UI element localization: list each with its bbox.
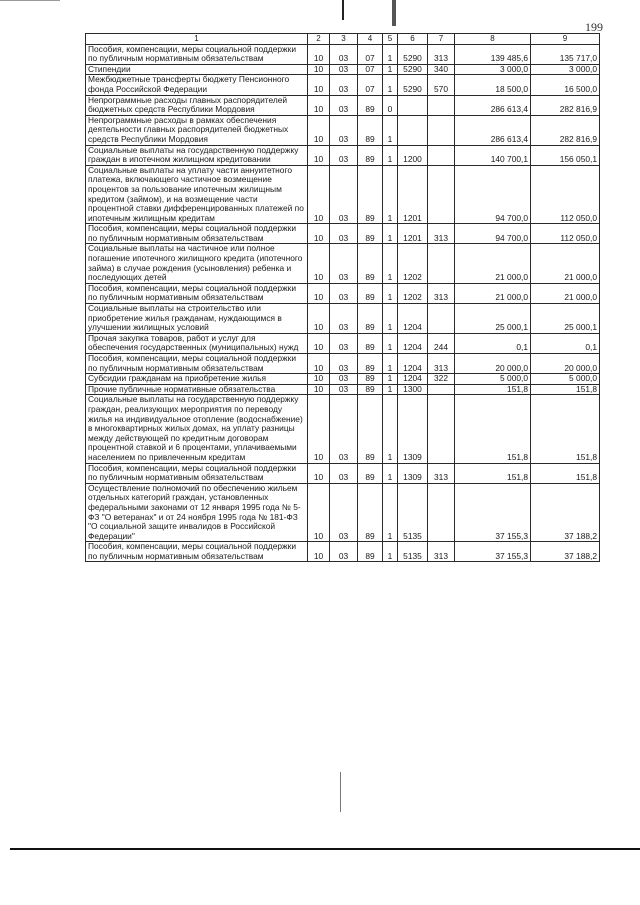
cell-c8: 151,8 (455, 384, 531, 395)
cell-c2: 10 (308, 304, 330, 334)
scan-mark-corner (0, 0, 60, 1)
cell-c7 (428, 145, 455, 165)
cell-c3: 03 (330, 333, 358, 353)
cell-c9: 151,8 (531, 463, 600, 483)
cell-c2: 10 (308, 483, 330, 542)
cell-c7 (428, 384, 455, 395)
cell-c7 (428, 483, 455, 542)
cell-c4: 89 (358, 304, 383, 334)
cell-c3: 03 (330, 483, 358, 542)
budget-table (85, 33, 600, 562)
cell-c2: 10 (308, 224, 330, 244)
cell-c8: 151,8 (455, 395, 531, 463)
cell-c3: 03 (330, 95, 358, 115)
row-label: Субсидии гражданам на приобретение жилья (86, 374, 308, 385)
cell-c3: 03 (330, 75, 358, 95)
cell-c4: 89 (358, 95, 383, 115)
table-row (86, 115, 600, 145)
cell-c7: 313 (428, 354, 455, 374)
cell-c9: 3 000,0 (531, 64, 600, 75)
cell-c8: 151,8 (455, 463, 531, 483)
table-row (86, 333, 600, 353)
table-row (86, 165, 600, 224)
cell-c8: 286 613,4 (455, 115, 531, 145)
column-header-2: 2 (308, 34, 330, 45)
cell-c6: 1202 (398, 283, 428, 303)
row-label: Социальные выплаты на уплату части аннуитетного платежа, включающего частичное возмещение процентов за пользование ипотечным жилищным кредитом (займом), и на возмещение части процентной ставки дифференцированных платежей по ипотечным жилищным кредитам (86, 165, 308, 224)
cell-c2: 10 (308, 354, 330, 374)
cell-c5: 0 (383, 95, 398, 115)
row-label: Пособия, компенсации, меры социальной поддержки по публичным нормативным обязательствам (86, 283, 308, 303)
row-label: Межбюджетные трансферты бюджету Пенсионного фонда Российской Федерации (86, 75, 308, 95)
cell-c9: 282 816,9 (531, 95, 600, 115)
cell-c4: 89 (358, 165, 383, 224)
cell-c4: 89 (358, 333, 383, 353)
cell-c2: 10 (308, 95, 330, 115)
column-header-5: 5 (383, 34, 398, 45)
table-row (86, 145, 600, 165)
cell-c5: 1 (383, 75, 398, 95)
cell-c4: 89 (358, 283, 383, 303)
cell-c8: 20 000,0 (455, 354, 531, 374)
cell-c6: 5290 (398, 64, 428, 75)
cell-c8: 140 700,1 (455, 145, 531, 165)
cell-c4: 89 (358, 354, 383, 374)
cell-c9: 151,8 (531, 395, 600, 463)
cell-c5: 1 (383, 44, 398, 64)
cell-c7: 313 (428, 44, 455, 64)
cell-c2: 10 (308, 44, 330, 64)
table-row (86, 374, 600, 385)
table-row (86, 304, 600, 334)
cell-c2: 10 (308, 64, 330, 75)
cell-c8: 94 700,0 (455, 224, 531, 244)
cell-c2: 10 (308, 165, 330, 224)
cell-c9: 5 000,0 (531, 374, 600, 385)
cell-c2: 10 (308, 145, 330, 165)
cell-c3: 03 (330, 384, 358, 395)
cell-c2: 10 (308, 384, 330, 395)
cell-c7: 313 (428, 542, 455, 562)
cell-c3: 03 (330, 44, 358, 64)
scan-mark-top-2 (392, 0, 396, 26)
cell-c4: 89 (358, 115, 383, 145)
cell-c9: 112 050,0 (531, 224, 600, 244)
cell-c6: 1204 (398, 304, 428, 334)
row-label: Социальные выплаты на государственную поддержку граждан в ипотечном жилищном кредитовании (86, 145, 308, 165)
cell-c8: 25 000,1 (455, 304, 531, 334)
cell-c8: 5 000,0 (455, 374, 531, 385)
cell-c7 (428, 95, 455, 115)
cell-c9: 151,8 (531, 384, 600, 395)
cell-c2: 10 (308, 395, 330, 463)
row-label: Социальные выплаты на частичное или полное погашение ипотечного жилищного кредита (ипотечного займа) в случае рождения (усыновления) ребенка и последующих детей (86, 244, 308, 283)
cell-c6: 5290 (398, 75, 428, 95)
cell-c9: 0,1 (531, 333, 600, 353)
cell-c5: 1 (383, 463, 398, 483)
cell-c8: 94 700,0 (455, 165, 531, 224)
column-header-7: 7 (428, 34, 455, 45)
cell-c2: 10 (308, 115, 330, 145)
cell-c9: 37 188,2 (531, 483, 600, 542)
cell-c6: 1201 (398, 165, 428, 224)
cell-c4: 07 (358, 44, 383, 64)
scan-mark-top (342, 0, 344, 20)
cell-c5: 1 (383, 64, 398, 75)
cell-c4: 89 (358, 542, 383, 562)
cell-c5: 1 (383, 333, 398, 353)
cell-c5: 1 (383, 384, 398, 395)
cell-c4: 89 (358, 483, 383, 542)
cell-c6: 1204 (398, 333, 428, 353)
table-row (86, 244, 600, 283)
cell-c9: 21 000,0 (531, 244, 600, 283)
cell-c3: 03 (330, 145, 358, 165)
cell-c6: 5135 (398, 542, 428, 562)
cell-c8: 139 485,6 (455, 44, 531, 64)
cell-c5: 1 (383, 145, 398, 165)
cell-c7 (428, 115, 455, 145)
cell-c8: 37 155,3 (455, 542, 531, 562)
cell-c6 (398, 115, 428, 145)
column-header-8: 8 (455, 34, 531, 45)
cell-c7 (428, 395, 455, 463)
column-header-1: 1 (86, 34, 308, 45)
cell-c6: 1204 (398, 354, 428, 374)
cell-c7: 313 (428, 283, 455, 303)
cell-c9: 112 050,0 (531, 165, 600, 224)
cell-c2: 10 (308, 283, 330, 303)
cell-c3: 03 (330, 542, 358, 562)
table-row (86, 463, 600, 483)
cell-c7 (428, 304, 455, 334)
cell-c9: 21 000,0 (531, 283, 600, 303)
cell-c3: 03 (330, 224, 358, 244)
cell-c5: 1 (383, 165, 398, 224)
cell-c8: 3 000,0 (455, 64, 531, 75)
table-row (86, 395, 600, 463)
cell-c7: 244 (428, 333, 455, 353)
cell-c3: 03 (330, 463, 358, 483)
table-row (86, 542, 600, 562)
cell-c5: 1 (383, 283, 398, 303)
table-body (86, 44, 600, 562)
cell-c9: 37 188,2 (531, 542, 600, 562)
cell-c3: 03 (330, 395, 358, 463)
cell-c4: 89 (358, 224, 383, 244)
table-row (86, 224, 600, 244)
cell-c4: 89 (358, 463, 383, 483)
cell-c9: 20 000,0 (531, 354, 600, 374)
table-row (86, 283, 600, 303)
page-number: 199 (585, 20, 603, 34)
row-label: Пособия, компенсации, меры социальной поддержки по публичным нормативным обязательствам (86, 542, 308, 562)
row-label: Непрограммные расходы главных распорядителей бюджетных средств Республики Мордовия (86, 95, 308, 115)
cell-c6: 1202 (398, 244, 428, 283)
cell-c4: 89 (358, 395, 383, 463)
row-label: Пособия, компенсации, меры социальной поддержки по публичным нормативным обязательствам (86, 354, 308, 374)
cell-c9: 156 050,1 (531, 145, 600, 165)
cell-c2: 10 (308, 75, 330, 95)
row-label: Пособия, компенсации, меры социальной поддержки по публичным нормативным обязательствам (86, 463, 308, 483)
row-label: Социальные выплаты на государственную поддержку граждан, реализующих мероприятия по переводу жилья на индивидуальное отопление (водоснабжение) в многоквартирных жилых домах, на уплату разницы между действующей по кредитным договорам процентной ставкой и 6 процентами, уплачиваемыми населением по привлеченным кредитам (86, 395, 308, 463)
cell-c7: 340 (428, 64, 455, 75)
cell-c6: 1300 (398, 384, 428, 395)
table-row (86, 64, 600, 75)
table-header-row (86, 34, 600, 45)
cell-c6 (398, 95, 428, 115)
column-header-3: 3 (330, 34, 358, 45)
cell-c3: 03 (330, 283, 358, 303)
cell-c8: 21 000,0 (455, 283, 531, 303)
cell-c8: 286 613,4 (455, 95, 531, 115)
cell-c2: 10 (308, 542, 330, 562)
cell-c5: 1 (383, 304, 398, 334)
table-row (86, 95, 600, 115)
cell-c3: 03 (330, 64, 358, 75)
cell-c5: 1 (383, 542, 398, 562)
cell-c2: 10 (308, 463, 330, 483)
cell-c6: 1201 (398, 224, 428, 244)
cell-c4: 07 (358, 64, 383, 75)
cell-c4: 07 (358, 75, 383, 95)
table-row (86, 483, 600, 542)
row-label: Осуществление полномочий по обеспечению жильем отдельных категорий граждан, установленных федеральными законами от 12 января 1995 года № 5-ФЗ "О ветеранах" и от 24 ноября 1995 года № 181-ФЗ "О социальной защите инвалидов в Российской Федерации" (86, 483, 308, 542)
cell-c2: 10 (308, 333, 330, 353)
row-label: Пособия, компенсации, меры социальной поддержки по публичным нормативным обязательствам (86, 224, 308, 244)
row-label: Пособия, компенсации, меры социальной поддержки по публичным нормативным обязательствам (86, 44, 308, 64)
row-label: Непрограммные расходы в рамках обеспечения деятельности главных распорядителей бюджетных средств Республики Мордовия (86, 115, 308, 145)
cell-c5: 1 (383, 374, 398, 385)
cell-c9: 282 816,9 (531, 115, 600, 145)
column-header-6: 6 (398, 34, 428, 45)
cell-c7: 313 (428, 463, 455, 483)
row-label: Стипендии (86, 64, 308, 75)
cell-c6: 1204 (398, 374, 428, 385)
cell-c5: 1 (383, 395, 398, 463)
cell-c4: 89 (358, 374, 383, 385)
scan-mark-bottom (340, 772, 341, 812)
cell-c5: 1 (383, 224, 398, 244)
cell-c6: 1200 (398, 145, 428, 165)
cell-c3: 03 (330, 304, 358, 334)
row-label: Прочие публичные нормативные обязательства (86, 384, 308, 395)
cell-c3: 03 (330, 374, 358, 385)
cell-c8: 18 500,0 (455, 75, 531, 95)
cell-c6: 5290 (398, 44, 428, 64)
row-label: Прочая закупка товаров, работ и услуг для обеспечения государственных (муниципальных) нужд (86, 333, 308, 353)
table-row (86, 354, 600, 374)
cell-c9: 16 500,0 (531, 75, 600, 95)
cell-c8: 0,1 (455, 333, 531, 353)
row-label: Социальные выплаты на строительство или приобретение жилья гражданам, нуждающимся в улучшении жилищных условий (86, 304, 308, 334)
cell-c5: 1 (383, 483, 398, 542)
cell-c6: 1309 (398, 463, 428, 483)
cell-c7 (428, 165, 455, 224)
cell-c4: 89 (358, 244, 383, 283)
cell-c3: 03 (330, 354, 358, 374)
cell-c3: 03 (330, 115, 358, 145)
cell-c7: 322 (428, 374, 455, 385)
cell-c2: 10 (308, 244, 330, 283)
table-row (86, 75, 600, 95)
cell-c5: 1 (383, 115, 398, 145)
cell-c9: 135 717,0 (531, 44, 600, 64)
cell-c7: 313 (428, 224, 455, 244)
column-header-9: 9 (531, 34, 600, 45)
cell-c9: 25 000,1 (531, 304, 600, 334)
page-bottom-rule (10, 848, 640, 850)
cell-c8: 21 000,0 (455, 244, 531, 283)
cell-c2: 10 (308, 374, 330, 385)
cell-c6: 5135 (398, 483, 428, 542)
cell-c4: 89 (358, 145, 383, 165)
cell-c7 (428, 244, 455, 283)
cell-c6: 1309 (398, 395, 428, 463)
cell-c5: 1 (383, 244, 398, 283)
cell-c8: 37 155,3 (455, 483, 531, 542)
cell-c4: 89 (358, 384, 383, 395)
table-row (86, 44, 600, 64)
column-header-4: 4 (358, 34, 383, 45)
cell-c5: 1 (383, 354, 398, 374)
cell-c3: 03 (330, 165, 358, 224)
cell-c3: 03 (330, 244, 358, 283)
cell-c7: 570 (428, 75, 455, 95)
table-row (86, 384, 600, 395)
